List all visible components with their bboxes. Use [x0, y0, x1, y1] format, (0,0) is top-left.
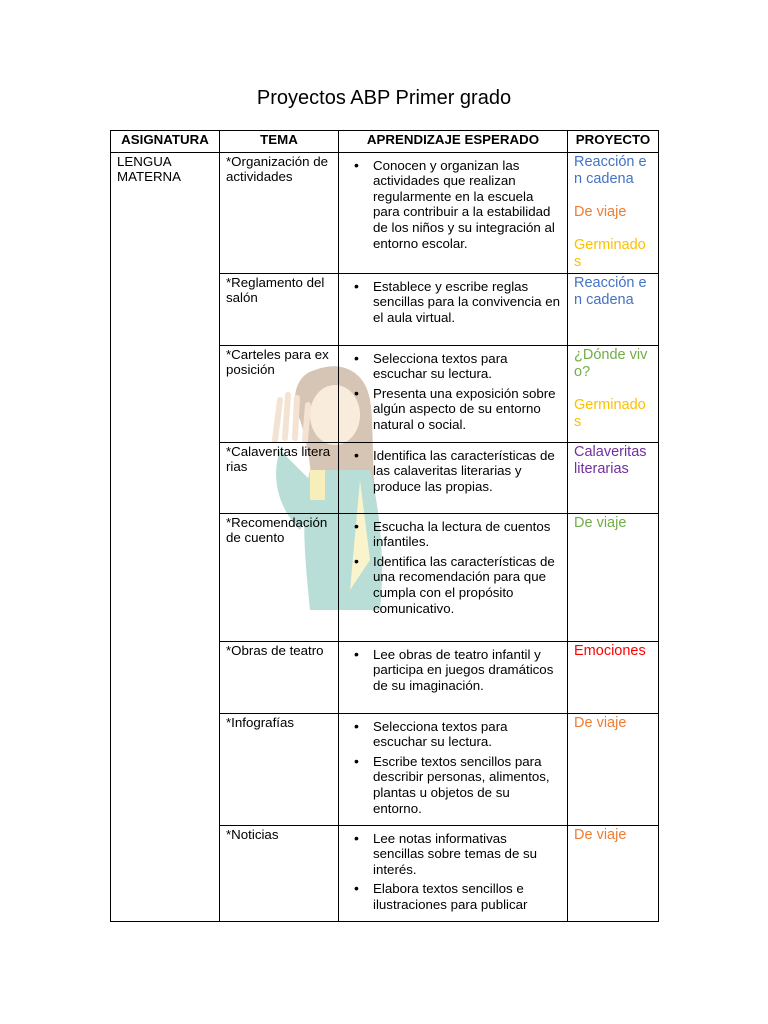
aprendizaje-item: • Elabora textos sencillos e ilustraciones para publicar: [345, 881, 561, 912]
proyecto-cell: [568, 641, 659, 713]
proyecto-label: Calaveritas literarias: [574, 443, 647, 477]
proyecto-label: Reacción en cadena: [574, 153, 647, 187]
proyecto-label: De viaje: [574, 826, 627, 843]
proyecto-label: Reacción en cadena: [574, 274, 647, 308]
tema-cell: *Calaveritas literarias: [220, 442, 339, 513]
aprendizaje-item: • Conocen y organizan las actividades que realizan regularmente en la escuela para contribuir a la estabilidad de los niños y su integración al entorno escolar.: [345, 158, 561, 252]
aprendizaje-list: [345, 351, 561, 433]
header-aprendizaje: APRENDIZAJE ESPERADO: [339, 131, 568, 153]
tema-cell: *Infografías: [220, 713, 339, 825]
proyecto-cell: [568, 513, 659, 641]
aprendizaje-cell: [339, 152, 568, 273]
subject-cell: LENGUA MATERNA: [111, 152, 220, 921]
projects-table: [110, 130, 659, 922]
tema-cell: *Reglamento del salón: [220, 273, 339, 345]
header-proyecto: PROYECTO: [568, 131, 659, 153]
proyecto-cell: [568, 825, 659, 921]
aprendizaje-item: • Establece y escribe reglas sencillas para la convivencia en el aula virtual.: [345, 279, 561, 326]
aprendizaje-list: [345, 831, 561, 913]
proyecto-label: De viaje: [574, 203, 627, 220]
aprendizaje-item: • Escribe textos sencillos para describir personas, alimentos, plantas u objetos de su entorno.: [345, 754, 561, 816]
aprendizaje-item: • Selecciona textos para escuchar su lectura.: [345, 351, 561, 382]
aprendizaje-item: • Lee notas informativas sencillas sobre temas de su interés.: [345, 831, 561, 878]
proyecto-label: ¿Dónde vivo?: [574, 346, 648, 380]
proyecto-cell: [568, 152, 659, 273]
aprendizaje-list: [345, 158, 561, 252]
aprendizaje-item: • Escucha la lectura de cuentos infantiles.: [345, 519, 561, 550]
aprendizaje-item: • Presenta una exposición sobre algún aspecto de su entorno natural o social.: [345, 386, 561, 433]
proyecto-label: De viaje: [574, 514, 627, 531]
aprendizaje-cell: [339, 345, 568, 442]
proyecto-cell: [568, 713, 659, 825]
aprendizaje-list: [345, 279, 561, 326]
aprendizaje-cell: [339, 442, 568, 513]
aprendizaje-cell: [339, 513, 568, 641]
aprendizaje-list: [345, 448, 561, 495]
tema-cell: *Organización de actividades: [220, 152, 339, 273]
proyecto-cell: [568, 345, 659, 442]
proyecto-label: Germinados: [574, 236, 646, 270]
tema-cell: *Obras de teatro: [220, 641, 339, 713]
tema-cell: *Recomendación de cuento: [220, 513, 339, 641]
proyecto-cell: [568, 442, 659, 513]
aprendizaje-item: • Selecciona textos para escuchar su lectura.: [345, 719, 561, 750]
table-header-row: [111, 131, 659, 153]
aprendizaje-item: • Lee obras de teatro infantil y participa en juegos dramáticos de su imaginación.: [345, 647, 561, 694]
proyecto-label: Emociones: [574, 642, 646, 659]
aprendizaje-item: • Identifica las características de una recomendación para que cumpla con el propósito comunicativo.: [345, 554, 561, 616]
proyecto-cell: [568, 273, 659, 345]
aprendizaje-cell: [339, 641, 568, 713]
aprendizaje-list: [345, 647, 561, 694]
aprendizaje-cell: [339, 825, 568, 921]
tema-cell: *Noticias: [220, 825, 339, 921]
header-tema: TEMA: [220, 131, 339, 153]
header-asignatura: ASIGNATURA: [111, 131, 220, 153]
document-title: Proyectos ABP Primer grado: [256, 87, 512, 109]
aprendizaje-cell: [339, 273, 568, 345]
table-row: [111, 152, 659, 273]
proyecto-label: Germinados: [574, 396, 646, 430]
aprendizaje-item: • Identifica las características de las calaveritas literarias y produce las propias.: [345, 448, 561, 495]
aprendizaje-list: [345, 519, 561, 617]
aprendizaje-cell: [339, 713, 568, 825]
proyecto-label: De viaje: [574, 714, 627, 731]
tema-cell: *Carteles para exposición: [220, 345, 339, 442]
aprendizaje-list: [345, 719, 561, 817]
